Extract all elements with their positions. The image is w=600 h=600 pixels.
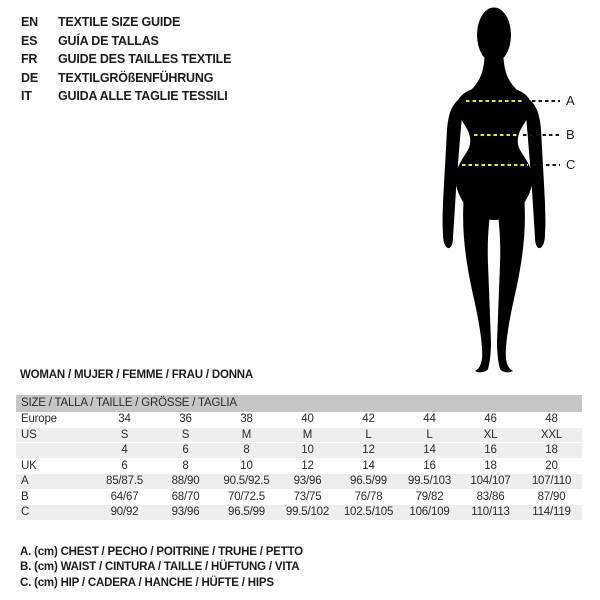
- size-cell: 36: [179, 413, 192, 425]
- row-label: UK: [21, 459, 37, 472]
- size-cell: 76/78: [354, 490, 383, 503]
- language-title: GUÍA DE TALLAS: [58, 33, 159, 48]
- row-label: C: [21, 506, 30, 518]
- size-cell: 18: [545, 444, 558, 456]
- size-cell: 44: [423, 413, 436, 425]
- woman-silhouette: [427, 0, 600, 380]
- size-cell: S: [120, 428, 129, 441]
- size-cell: 93/96: [293, 475, 322, 487]
- size-cell: 18: [484, 459, 497, 472]
- size-cell: 70/72.5: [228, 490, 265, 503]
- language-row: [21, 13, 231, 32]
- legend-line: A. (cm) CHEST / PECHO / POITRINE / TRUHE / PETTO: [20, 546, 303, 558]
- size-cell: 114/119: [532, 506, 571, 518]
- size-cell: 42: [362, 413, 375, 425]
- size-table: [16, 395, 582, 521]
- size-table-header: SIZE / TALLA / TAILLE / GRÖSSE / TAGLIA: [16, 395, 582, 412]
- language-code: FR: [21, 52, 38, 67]
- size-cell: 64/67: [110, 490, 139, 503]
- language-list: [21, 13, 231, 106]
- measure-label-a: A: [566, 93, 575, 108]
- size-cell: 34: [118, 413, 131, 425]
- table-row: [16, 459, 582, 475]
- row-label: A: [21, 475, 29, 487]
- table-row: [16, 490, 582, 506]
- size-cell: 107/110: [531, 475, 572, 487]
- measure-legend: [20, 545, 303, 591]
- size-cell: 79/82: [415, 490, 444, 503]
- row-label: US: [21, 428, 37, 441]
- size-cell: 90.5/92.5: [223, 475, 270, 487]
- size-cell: 99.5/103: [407, 475, 452, 487]
- size-cell: 87/90: [537, 490, 566, 503]
- size-cell: L: [365, 428, 372, 441]
- size-cell: 85/87.5: [106, 475, 143, 487]
- table-row: [16, 443, 582, 459]
- size-cell: 10: [301, 444, 314, 456]
- size-cell: 14: [423, 444, 436, 456]
- size-cell: XXL: [540, 428, 563, 441]
- language-title: GUIDA ALLE TAGLIE TESSILI: [58, 89, 228, 104]
- size-cell: 16: [423, 459, 436, 472]
- measure-label-c: C: [566, 157, 576, 172]
- size-cell: S: [181, 428, 190, 441]
- size-cell: 4: [121, 444, 128, 456]
- size-cell: 8: [243, 444, 250, 456]
- waist-measure-dash: [474, 134, 519, 136]
- measure-label-b: B: [566, 127, 575, 142]
- language-code: DE: [21, 70, 38, 85]
- size-cell: 99.5/102: [285, 506, 330, 518]
- size-cell: 48: [545, 413, 558, 425]
- language-row: [21, 32, 231, 51]
- waist-pointer-dash: [523, 134, 560, 136]
- woman-silhouette-graphic: [427, 0, 600, 380]
- legend-line: C. (cm) HIP / CADERA / HANCHE / HÜFTE / HIPS: [20, 576, 274, 589]
- table-row: [16, 505, 582, 521]
- size-cell: 20: [545, 459, 558, 472]
- table-row: [16, 412, 582, 428]
- size-cell: 12: [301, 459, 314, 472]
- size-cell: 6: [121, 459, 128, 472]
- chest-pointer-dash: [532, 100, 560, 102]
- hip-pointer-dash: [533, 164, 560, 166]
- language-row: [21, 87, 231, 106]
- size-cell: 88/90: [171, 475, 200, 487]
- language-code: IT: [21, 89, 32, 104]
- size-cell: 12: [362, 444, 375, 456]
- hip-measure-dash: [462, 164, 528, 166]
- size-cell: XL: [483, 428, 498, 441]
- language-title: TEXTILE SIZE GUIDE: [58, 15, 181, 29]
- size-cell: 96.5/99: [350, 475, 387, 487]
- size-cell: 90/92: [110, 506, 139, 518]
- size-cell: 6: [182, 444, 189, 456]
- size-cell: L: [426, 428, 433, 441]
- size-cell: 38: [240, 413, 253, 425]
- language-code: ES: [21, 33, 38, 48]
- size-cell: 93/96: [171, 506, 200, 518]
- language-title: TEXTILGRÖßENFÜHRUNG: [58, 70, 214, 85]
- size-cell: 46: [484, 413, 497, 425]
- gender-heading: WOMAN / MUJER / FEMME / FRAU / DONNA: [20, 369, 254, 381]
- legend-line: B. (cm) WAIST / CINTURA / TAILLE / HÜFTUNG / VITA: [20, 561, 300, 574]
- size-cell: 96.5/99: [228, 506, 265, 518]
- row-label: [16, 443, 94, 458]
- size-cell: M: [302, 428, 313, 441]
- size-cell: 110/113: [471, 506, 510, 518]
- size-cell: 10: [240, 459, 253, 472]
- language-row: [21, 50, 231, 69]
- size-cell: M: [241, 428, 252, 441]
- language-row: [21, 69, 231, 88]
- size-cell: 40: [301, 413, 314, 425]
- size-table-body: [16, 412, 582, 521]
- size-cell: 83/86: [476, 490, 505, 503]
- size-cell: 8: [182, 459, 189, 472]
- size-cell: 73/75: [293, 490, 322, 503]
- size-cell: 68/70: [171, 490, 200, 503]
- size-cell: 106/109: [409, 506, 450, 518]
- size-cell: 14: [362, 459, 375, 472]
- row-label: B: [21, 490, 29, 503]
- size-cell: 104/107: [470, 475, 511, 487]
- table-row: [16, 474, 582, 490]
- table-row: [16, 428, 582, 444]
- language-title: GUIDE DES TAILLES TEXTILE: [58, 52, 232, 67]
- chest-measure-dash: [466, 100, 523, 102]
- language-code: EN: [21, 15, 38, 29]
- size-cell: 16: [484, 444, 497, 456]
- size-cell: 102.5/105: [343, 506, 394, 518]
- row-label: Europe: [21, 413, 57, 425]
